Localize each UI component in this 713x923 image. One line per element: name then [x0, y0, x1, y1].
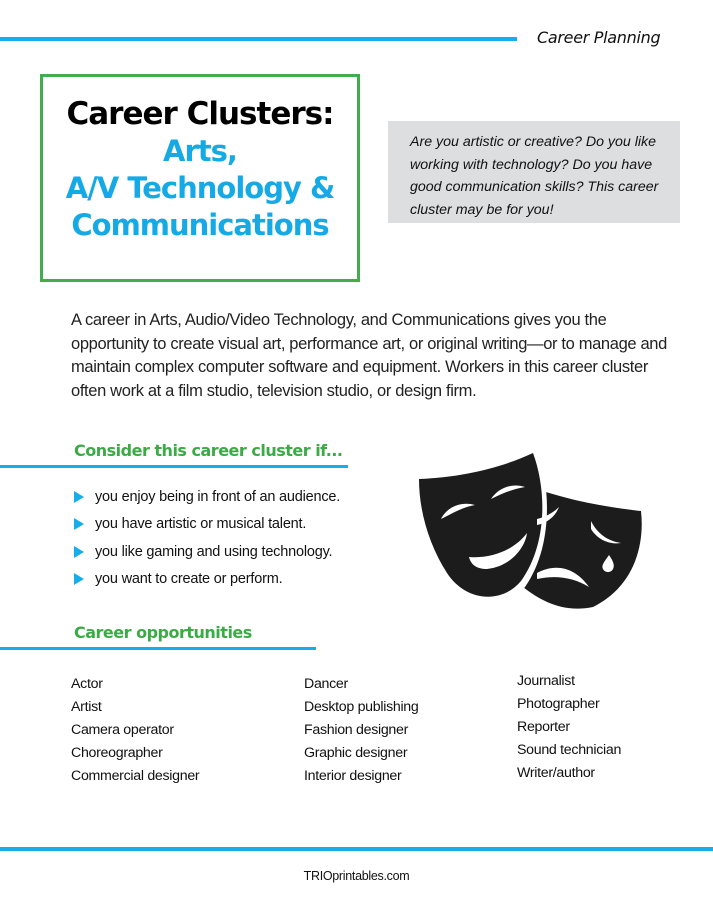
top-divider: [0, 37, 517, 41]
title-subline-arts: Arts,: [163, 134, 237, 168]
list-item: Dancer: [304, 676, 348, 692]
list-item: Actor: [71, 676, 103, 692]
footer-site: TRIOprintables.com: [303, 869, 410, 883]
callout-box: Are you artistic or creative? Do you like working with technology? Do you have good communication skills? This career cluster may be for you!: [388, 121, 680, 223]
theater-masks-icon: [413, 437, 645, 613]
consider-list: [74, 483, 340, 593]
list-item: Interior designer: [304, 768, 402, 784]
list-item: Journalist: [517, 673, 575, 689]
list-item: Choreographer: [71, 745, 163, 761]
list-item: you have artistic or musical talent.: [74, 511, 340, 539]
list-item: Artist: [71, 699, 102, 715]
consider-heading: Consider this career cluster if...: [74, 441, 343, 460]
list-item: you enjoy being in front of an audience.: [74, 483, 340, 511]
title-box: [40, 74, 360, 282]
list-item: Graphic designer: [304, 745, 408, 761]
consider-divider: [0, 465, 348, 468]
bottom-divider: [0, 847, 713, 851]
triangle-bullet-icon: [74, 491, 84, 503]
career-column-2: [304, 676, 418, 791]
section-label: Career Planning: [537, 28, 661, 47]
triangle-bullet-icon: [74, 546, 84, 558]
triangle-bullet-icon: [74, 518, 84, 530]
career-column-3: [517, 673, 621, 788]
list-item: you want to create or perform.: [74, 566, 340, 594]
list-item: you like gaming and using technology.: [74, 538, 340, 566]
page-title: Career Clusters:: [66, 96, 334, 132]
list-item: Desktop publishing: [304, 699, 419, 715]
triangle-bullet-icon: [74, 573, 84, 585]
list-item: Reporter: [517, 719, 570, 735]
opportunities-divider: [0, 647, 316, 650]
list-item: Photographer: [517, 696, 600, 712]
career-column-1: [71, 676, 199, 791]
intro-paragraph: A career in Arts, Audio/Video Technology, and Communications gives you the opportunity to create visual art, performance art, or original writing—or to manage and maintain complex computer software and equipment. Workers in this career cluster often work at a film studio, television studio, or design firm.: [71, 311, 667, 400]
list-item: Writer/author: [517, 765, 595, 781]
list-item: Camera operator: [71, 722, 174, 738]
opportunities-heading: Career opportunities: [74, 623, 252, 642]
list-item: Sound technician: [517, 742, 622, 758]
title-subline-communications: Communications: [71, 208, 329, 242]
title-subline-av: A/V Technology &: [65, 171, 335, 205]
list-item: Commercial designer: [71, 768, 200, 784]
list-item: Fashion designer: [304, 722, 409, 738]
